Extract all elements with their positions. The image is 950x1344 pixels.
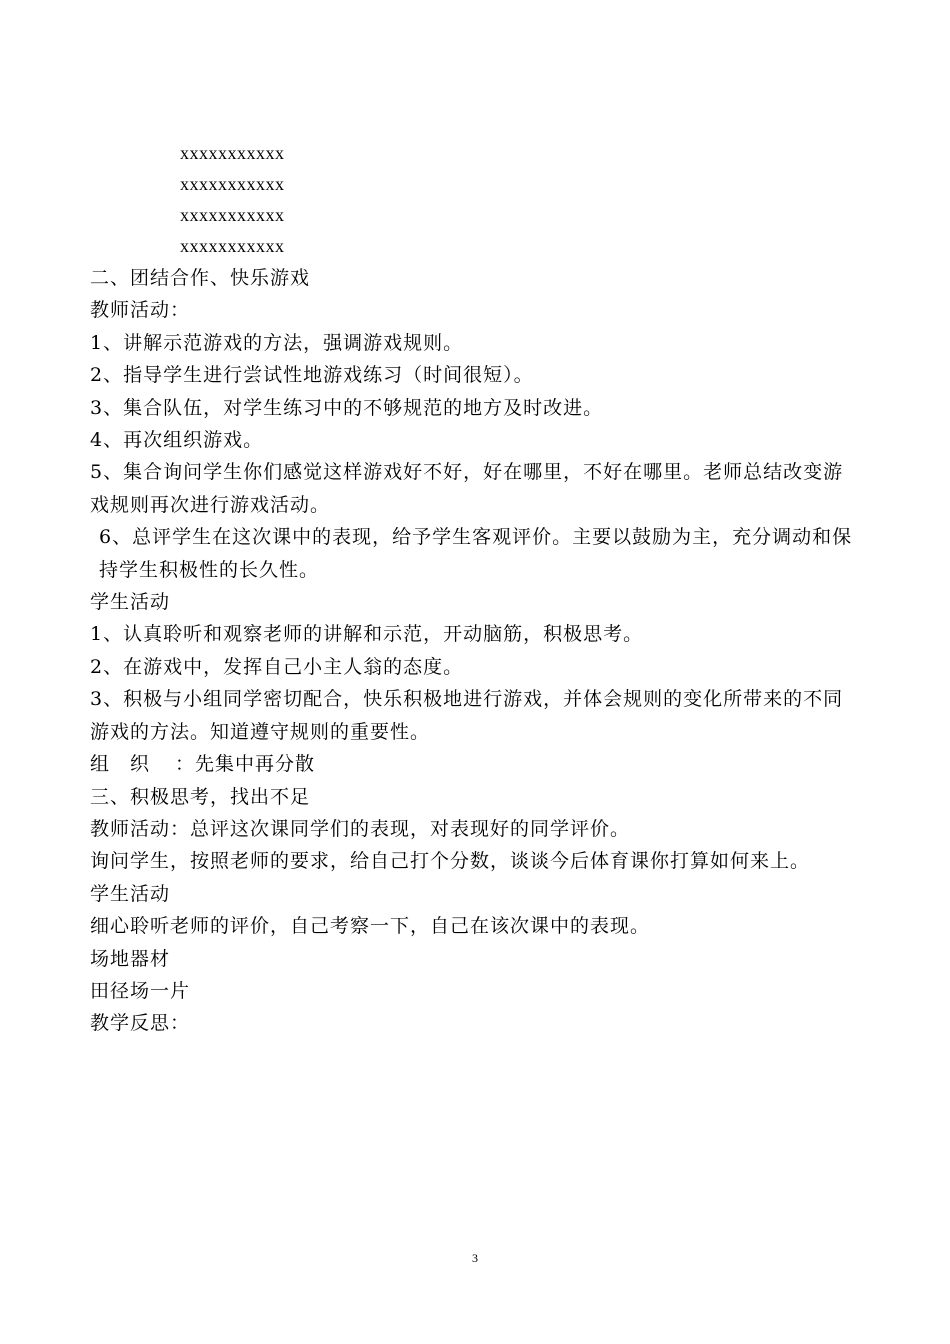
student-activity-text: 细心聆听老师的评价，自己考察一下，自己在该次课中的表现。 [90, 915, 651, 938]
formation-row: xxxxxxxxxxx [180, 174, 285, 194]
organization-label: 组 织 [90, 753, 151, 776]
student-item: 1、认真聆听和观察老师的讲解和示范，开动脑筋，积极思考。 [90, 623, 644, 646]
formation-row: xxxxxxxxxxx [180, 236, 285, 256]
teacher-activity-text: 教师活动：总评这次课同学们的表现，对表现好的同学评价。 [90, 817, 631, 840]
organization-line [90, 748, 860, 780]
equipment-label: 场地器材 [90, 947, 171, 970]
student-activity-label: 学生活动 [90, 882, 171, 905]
teacher-item: 5、集合询问学生你们感觉这样游戏好不好，好在哪里，不好在哪里。老师总结改变游戏规则再次进行游戏活动。 [90, 461, 844, 516]
section-heading: 二、团结合作、快乐游戏 [90, 267, 311, 289]
organization-text: ：先集中再分散 [175, 753, 316, 776]
page-number: 3 [472, 1251, 478, 1265]
teacher-activity-text: 询问学生，按照老师的要求，给自己打个分数，谈谈今后体育课你打算如何来上。 [90, 850, 811, 873]
formation-diagram [180, 138, 285, 262]
teacher-item: 2、指导学生进行尝试性地游戏练习（时间很短）。 [90, 364, 534, 387]
student-item: 2、在游戏中，发挥自己小主人翁的态度。 [90, 655, 464, 678]
equipment-text: 田径场一片 [90, 979, 191, 1002]
teacher-item: 1、讲解示范游戏的方法，强调游戏规则。 [90, 331, 464, 354]
reflection-label: 教学反思： [90, 1012, 191, 1035]
student-item: 3、积极与小组同学密切配合，快乐积极地进行游戏，并体会规则的变化所带来的不同游戏的方法。知道遵守规则的重要性。 [90, 688, 844, 743]
lesson-content [90, 262, 860, 1040]
teacher-item: 4、再次组织游戏。 [90, 429, 264, 452]
teacher-item: 3、集合队伍，对学生练习中的不够规范的地方及时改进。 [90, 396, 604, 419]
teacher-activity-label: 教师活动： [90, 299, 191, 322]
formation-row: xxxxxxxxxxx [180, 143, 285, 163]
section-heading: 三、积极思考，找出不足 [90, 785, 311, 808]
student-activity-label: 学生活动 [90, 591, 171, 614]
teacher-item: 6、总评学生在这次课中的表现，给予学生客观评价。主要以鼓励为主，充分调动和保持学生积极性的长久性。 [99, 526, 853, 581]
formation-row: xxxxxxxxxxx [180, 205, 285, 225]
